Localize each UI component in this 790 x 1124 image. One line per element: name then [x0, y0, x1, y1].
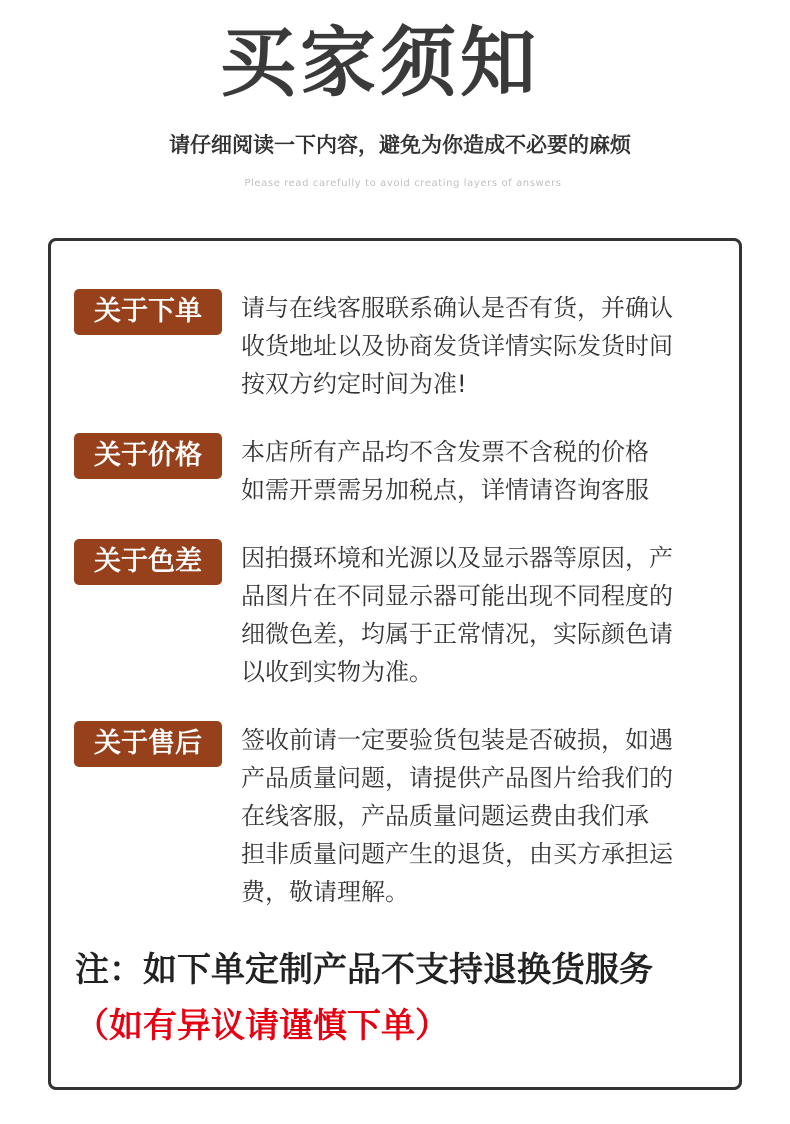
- text-line: 在线客服，产品质量问题运费由我们承: [241, 802, 649, 830]
- text-line: 因拍摄环境和光源以及显示器等原因，产: [241, 544, 673, 572]
- notice-card: [48, 238, 742, 1090]
- page-subtitle: 请仔细阅读一下内容，避免为你造成不必要的麻烦: [169, 133, 631, 157]
- text-line: 担非质量问题产生的退货，由买方承担运: [241, 840, 673, 868]
- section-tag-after-sales: 关于售后: [74, 721, 222, 767]
- section-text-after-sales: [241, 721, 721, 911]
- text-line: 费，敬请理解。: [241, 878, 409, 906]
- section-tag-price: 关于价格: [74, 433, 222, 479]
- text-line: 请与在线客服联系确认是否有货，并确认: [241, 294, 673, 322]
- section-tag-ordering: 关于下单: [74, 289, 222, 335]
- custom-product-note: 注：如下单定制产品不支持退换货服务: [75, 950, 653, 990]
- text-line: 收货地址以及协商发货详情实际发货时间: [241, 332, 673, 360]
- warning-note: （如有异议请谨慎下单）: [75, 1006, 449, 1046]
- text-line: 如需开票需另加税点，详情请咨询客服: [241, 476, 649, 504]
- section-text-ordering: [241, 289, 721, 403]
- page-title: 买家须知: [220, 18, 540, 107]
- text-line: 细微色差，均属于正常情况，实际颜色请: [241, 620, 673, 648]
- text-line: 品图片在不同显示器可能出现不同程度的: [241, 582, 673, 610]
- text-line: 以收到实物为准。: [241, 658, 433, 686]
- section-tag-color: 关于色差: [74, 539, 222, 585]
- text-line: 签收前请一定要验货包装是否破损，如遇: [241, 726, 673, 754]
- text-line: 按双方约定时间为准!: [241, 370, 467, 398]
- page-subtitle-english: Please read carefully to avoid creating layers of answers: [244, 178, 562, 189]
- text-line: 本店所有产品均不含发票不含税的价格: [241, 438, 649, 466]
- section-text-color: [241, 539, 721, 691]
- section-text-price: [241, 433, 721, 509]
- text-line: 产品质量问题，请提供产品图片给我们的: [241, 764, 673, 792]
